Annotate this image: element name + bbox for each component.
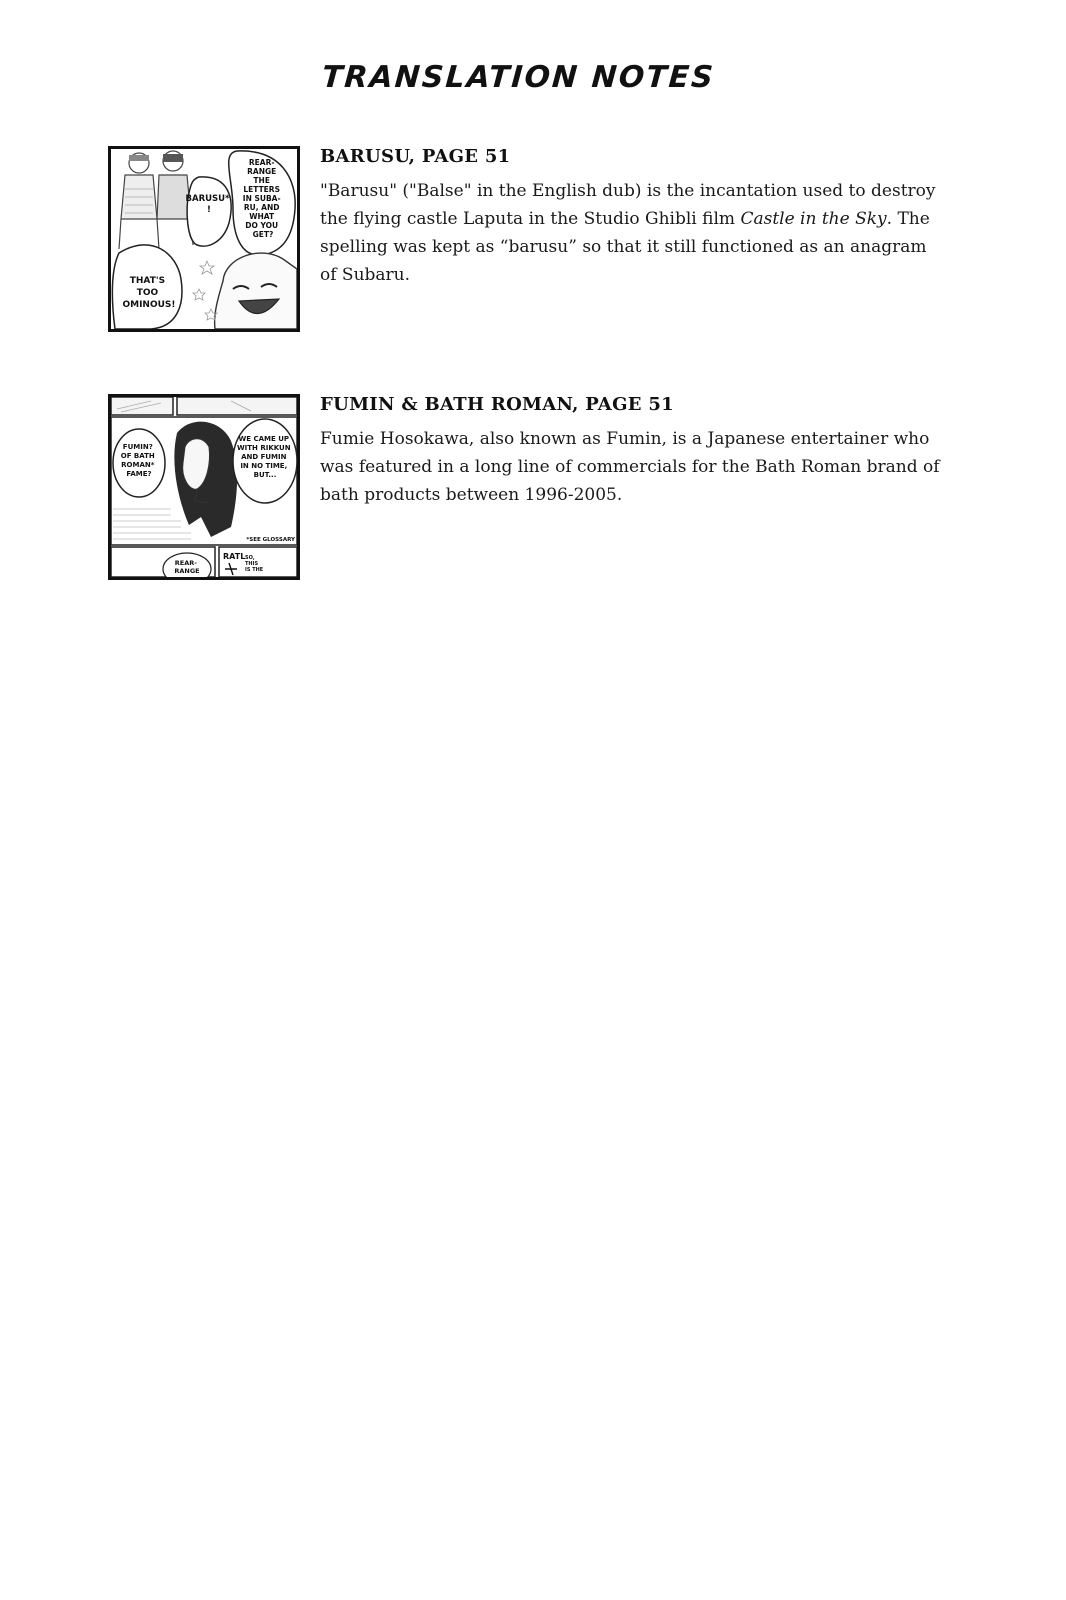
svg-text:WE CAME UP WITH RIKKUN: WE CAME UP WITH RIKKUN AND FUMIN IN NO TIME, BUT...: [236, 435, 291, 479]
note-text: Fumie Hosokawa, also known as Fumin, is a Japanese entertainer who was featured in a long line of commercials for the Bath Roman brand of bath products between 1996-2005.: [320, 429, 940, 505]
note-text: [320, 177, 940, 289]
svg-text:REAR- RANGE: REAR- RANGE: [174, 559, 200, 575]
sound-effect: RATL: [223, 552, 246, 561]
manga-panel-thumbnail: [108, 394, 300, 580]
note-title: FUMIN & BATH ROMAN, PAGE 51: [320, 394, 674, 415]
svg-text:SO, THIS IS TH: SO, THIS IS THE: [245, 555, 264, 573]
film-title: Castle in the Sky: [740, 209, 887, 229]
note-title: BARUSU, PAGE 51: [320, 146, 511, 167]
svg-text:*SEE GLOSSARY: [246, 537, 296, 543]
note-body: [320, 146, 940, 289]
glossary-footnote: *SEE GLOSSARY: [246, 537, 295, 543]
note-text-part: . The spelling was kept as “barusu” so that it still functioned as an anagram of Subaru.: [320, 209, 930, 285]
page-title: TRANSLATION NOTES: [320, 60, 717, 95]
svg-text:THAT'S TOO OMI: THAT'S TOO OMINOUS!: [122, 276, 176, 310]
svg-text:BARUSU* !: BARUSU* !: [185, 194, 230, 215]
manga-panel-thumbnail: [108, 146, 300, 332]
manga-panel-illustration: [111, 149, 297, 329]
note-body: [320, 394, 940, 509]
note-text-part: "Barusu" ("Balse" in the English dub) is the incantation used to destroy the flying castle Laputa in the Studio Ghibli film: [320, 181, 936, 229]
svg-text:REAR- RANGE TH: REAR- RANGE THE LETTERS IN SUBA- RU, AND WHAT DO YOU GET?: [242, 158, 281, 239]
svg-text:FUMIN? OF BATH: FUMIN? OF BATH ROMAN* FAME?: [120, 443, 155, 478]
manga-panel-illustration: [111, 397, 297, 577]
svg-text:RATL: [223, 552, 245, 561]
